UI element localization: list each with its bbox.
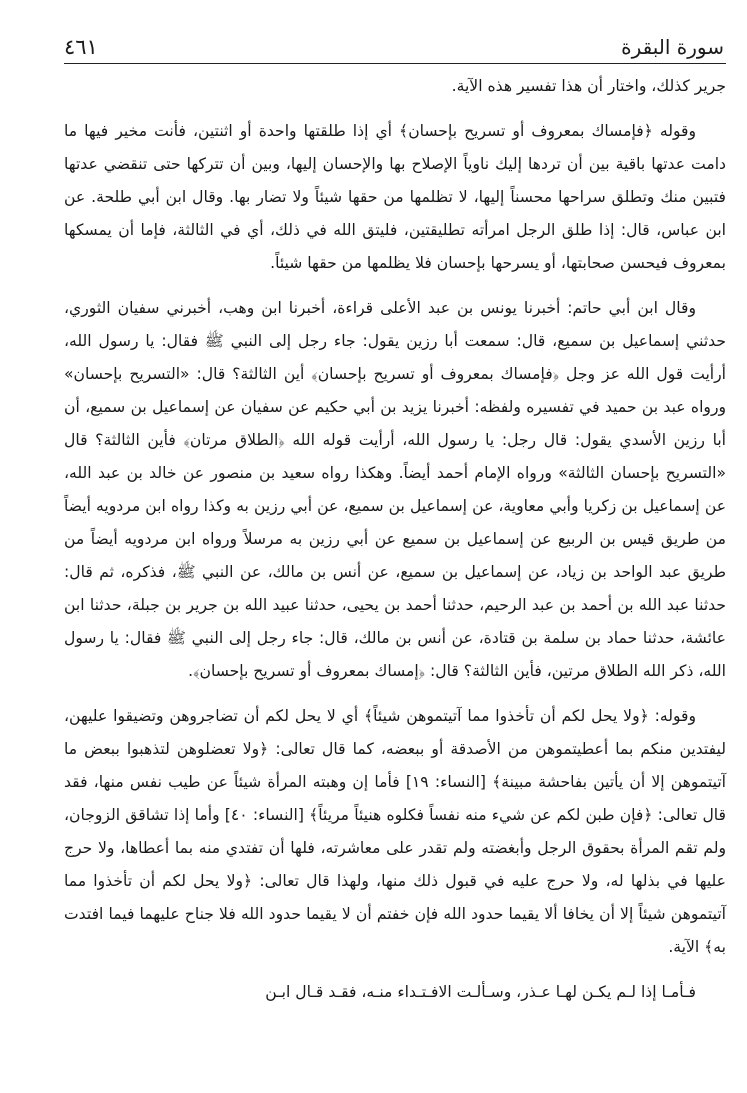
- paragraph-la-yahillu: [64, 700, 726, 964]
- paragraph-text: وقوله: ﴿ولا يحل لكم أن تأخذوا مما آتيتموهن شيئاً﴾ أي لا يحل لكم أن تضاجروهن وتضيقوا عليهن، ليفتدين منكم بما أعطيتموهن من الأصدقة أو ببعضه، كما قال تعالى: ﴿ولا تعضلوهن لتذهبوا ببعض ما آتيتموهن إلا أن يأتين بفاحشة مبينة﴾ [النساء: ١٩] فأما إن وهبته المرأة شيئاً عن طيب نفس منها، فقد قال تعالى: ﴿فإن طبن لكم عن شيء منه نفساً فكلوه هنيئاً مريئاً﴾ [النساء: ٤٠] وأما إذا تشاقق الزوجان، ولم تقم المرأة بحقوق الرجل وأبغضته ولم تقدر على معاشرته، فلها أن تفتدي منه بما أعطاها، ولا حرج عليها في بذلها له، ولا حرج عليه في قبول ذلك منها، ولهذا قال تعالى: ﴿ولا يحل لكم أن تأخذوا مما آتيتموهن شيئاً إلا أن يخافا ألا يقيما حدود الله فإن خفتم أن لا يقيما حدود الله فلا جناح عليهما فيما افتدت به﴾ الآية.: [64, 707, 726, 956]
- paragraph-text: فـأمـا إذا لـم يكـن لهـا عـذر، وسـألـت الافـتـداء منـه، فقـد قـال ابـن: [265, 983, 696, 1001]
- surah-title: سورة البقرة: [621, 35, 724, 59]
- paragraph-continuation: [64, 70, 726, 103]
- paragraph-imsak-bimaruf: [64, 115, 726, 280]
- paragraph-ibn-abi-hatim: [64, 292, 726, 688]
- paragraph-final-line: [64, 976, 726, 1009]
- page-header: [64, 32, 724, 64]
- page-number: ٤٦١: [64, 35, 98, 59]
- paragraph-text: وقال ابن أبي حاتم: أخبرنا يونس بن عبد الأعلى قراءة، أخبرنا ابن وهب، أخبرني سفيان الثوري، حدثني إسماعيل بن سميع، قال: سمعت أبا رزين يقول: جاء رجل إلى النبي ﷺ فقال: يا رسول الله، أرأيت قول الله عز وجل ﴿فإمساك بمعروف أو تسريح بإحسان﴾ أين الثالثة؟ قال: «التسريح بإحسان» ورواه عبد بن حميد في تفسيره ولفظه: أخبرنا يزيد بن أبي حكيم عن سفيان عن إسماعيل بن سميع، أن أبا رزين الأسدي يقول: قال رجل: يا رسول الله، أرأيت قوله الله ﴿الطلاق مرتان﴾ فأين الثالثة؟ قال «التسريح بإحسان الثالثة» ورواه الإمام أحمد أيضاً. وهكذا رواه سعيد بن منصور عن خالد بن عبد الله، عن إسماعيل بن زكريا وأبي معاوية، عن إسماعيل بن سميع، عن أبي رزين به وكذا رواه ابن مردويه أيضاً من طريق قيس بن الربيع عن إسماعيل بن سميع عن أبي رزين به مرسلاً ورواه ابن مردويه أيضاً من طريق عبد الواحد بن زياد، عن إسماعيل بن سميع، عن أنس بن مالك، عن النبي ﷺ، فذكره، ثم قال: حدثنا عبد الله بن أحمد بن عبد الرحيم، حدثنا أحمد بن يحيى، حدثنا عبيد الله بن جرير بن جبلة، حدثنا ابن عائشة، حدثنا حماد بن سلمة بن قتادة، عن أنس بن مالك، قال: جاء رجل إلى النبي ﷺ فقال: يا رسول الله، ذكر الله الطلاق مرتين، فأين الثالثة؟ قال: ﴿إمساك بمعروف أو تسريح بإحسان﴾.: [64, 299, 726, 680]
- paragraph-text: جرير كذلك، واختار أن هذا تفسير هذه الآية.: [451, 77, 726, 95]
- page-body: [64, 70, 726, 1009]
- header-divider: [64, 63, 726, 64]
- paragraph-text: وقوله ﴿فإمساك بمعروف أو تسريح بإحسان﴾ أي إذا طلقتها واحدة أو اثنتين، فأنت مخير فيها ما دامت عدتها باقية بين أن تردها إليك ناوياً الإصلاح بها والإحسان إليها، وبين أن تتركها حتى تنقضي عدتها فتبين منك وتطلق سراحها محسناً إليها، لا تظلمها من حقها شيئاً ولا تضار بها. وقال ابن أبي طلحة. عن ابن عباس، قال: إذا طلق الرجل امرأته تطليقتين، فليتق الله في ذلك، أي في الثالثة، فإما أن يمسكها بمعروف فيحسن صحابتها، أو يسرحها بإحسان فلا يظلمها من حقها شيئاً.: [64, 122, 726, 272]
